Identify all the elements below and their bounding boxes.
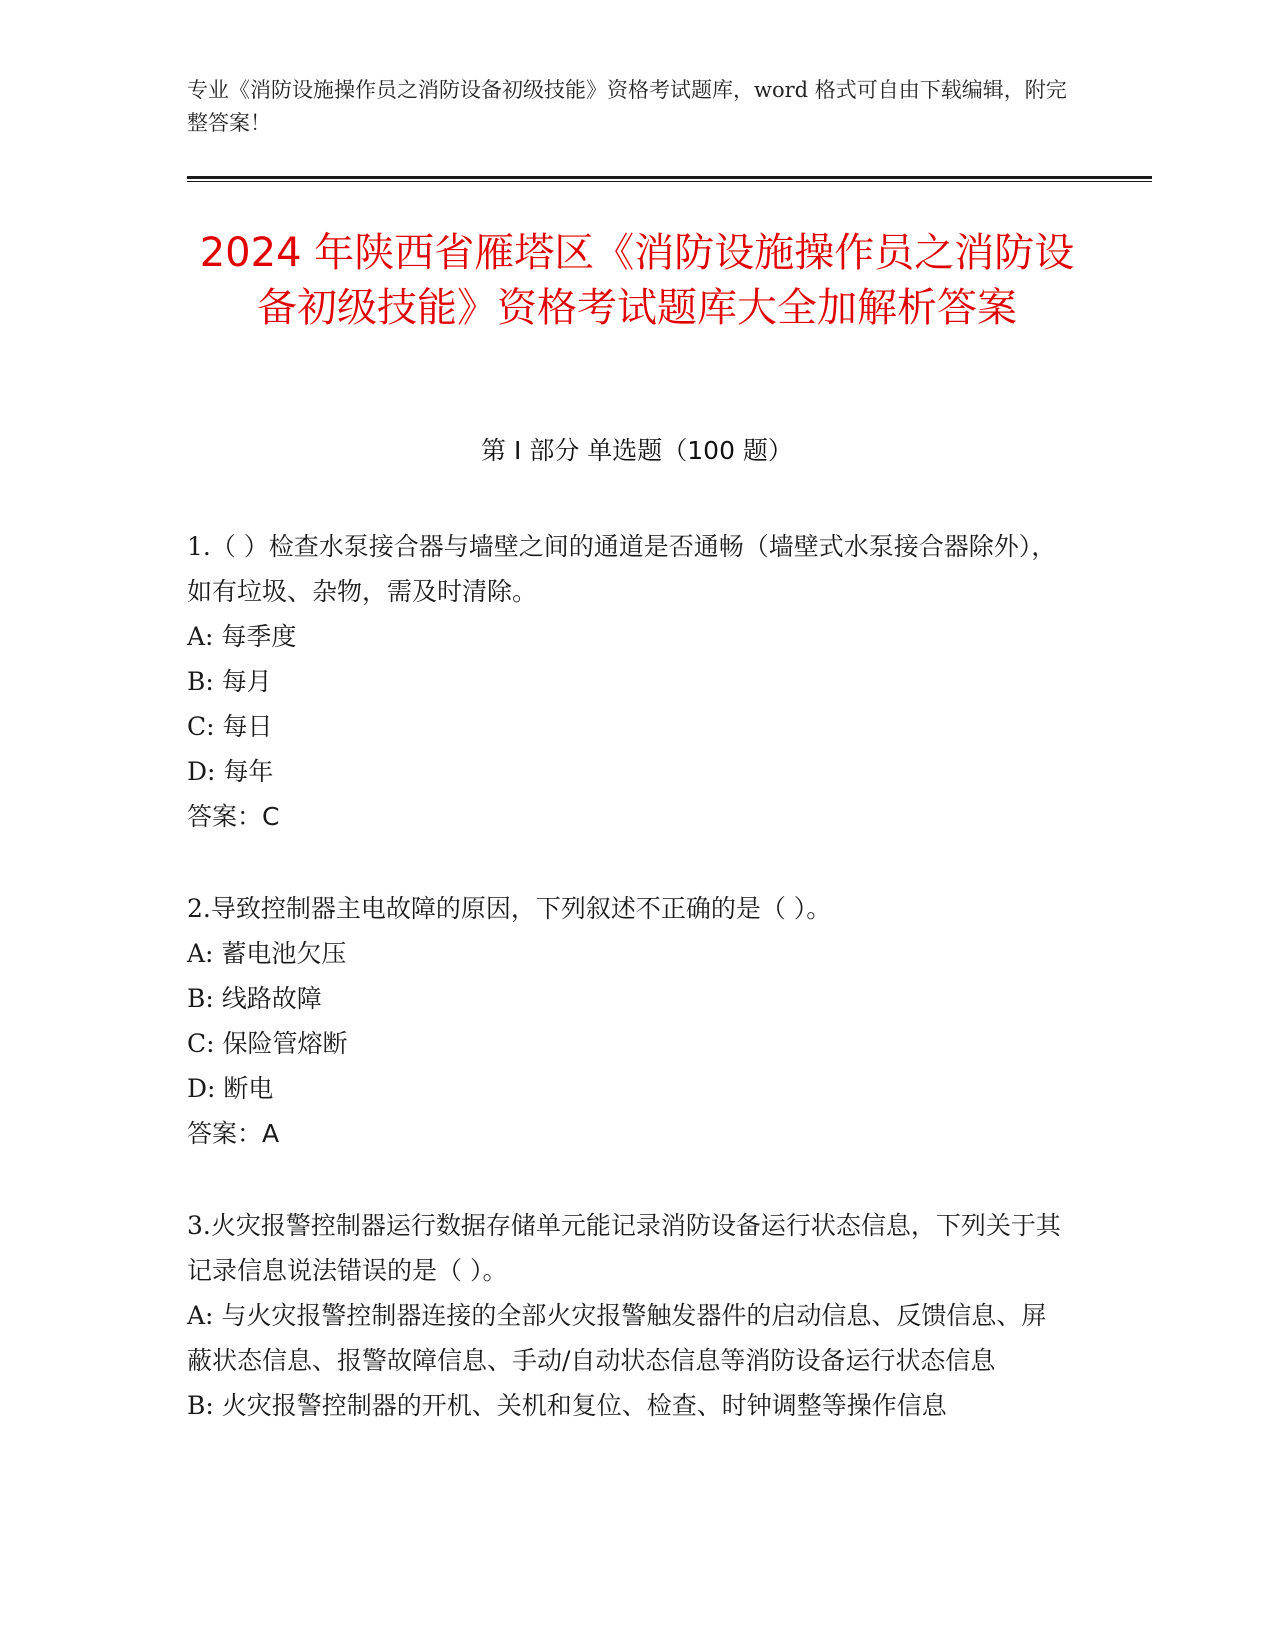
option-a: A: 蓄电池欠压 [187,939,347,968]
option-b: B: 火灾报警控制器的开机、关机和复位、检查、时钟调整等操作信息 [187,1391,947,1420]
option-d: D: 每年 [187,757,274,786]
header-divider-thick [187,176,1152,179]
option-b: B: 线路故障 [187,984,322,1013]
option-b: B: 每月 [187,667,272,696]
question-list [187,524,1067,1475]
option-c: C: 每日 [187,712,273,741]
option-d: D: 断电 [187,1074,274,1103]
answer: 答案：C [187,802,280,831]
option-a: A: 每季度 [187,622,297,651]
question-stem: 1.（ ）检查水泵接合器与墙壁之间的通道是否通畅（墙壁式水泵接合器除外），如有垃圾、杂物，需及时清除。 [187,532,1057,606]
header-divider-thin [187,181,1152,182]
option-c: C: 保险管熔断 [187,1029,348,1058]
section-heading: 第 I 部分 单选题（100 题） [481,436,793,465]
question-1 [187,524,1067,839]
header-divider [187,176,1152,182]
question-stem: 3.火灾报警控制器运行数据存储单元能记录消防设备运行状态信息，下列关于其记录信息说法错误的是（ ）。 [187,1211,1061,1285]
question-stem: 2.导致控制器主电故障的原因，下列叙述不正确的是（ ）。 [187,894,832,923]
header-note: 专业《消防设施操作员之消防设备初级技能》资格考试题库，word 格式可自由下载编辑，附完整答案！ [187,78,1067,135]
question-3 [187,1203,1067,1428]
document-title: 2024 年陕西省雁塔区《消防设施操作员之消防设备初级技能》资格考试题库大全加解析答案 [199,230,1075,331]
answer: 答案：A [187,1119,280,1148]
question-2 [187,886,1067,1156]
option-a: A: 与火灾报警控制器连接的全部火灾报警触发器件的启动信息、反馈信息、屏蔽状态信息、报警故障信息、手动/自动状态信息等消防设备运行状态信息 [187,1301,1047,1375]
